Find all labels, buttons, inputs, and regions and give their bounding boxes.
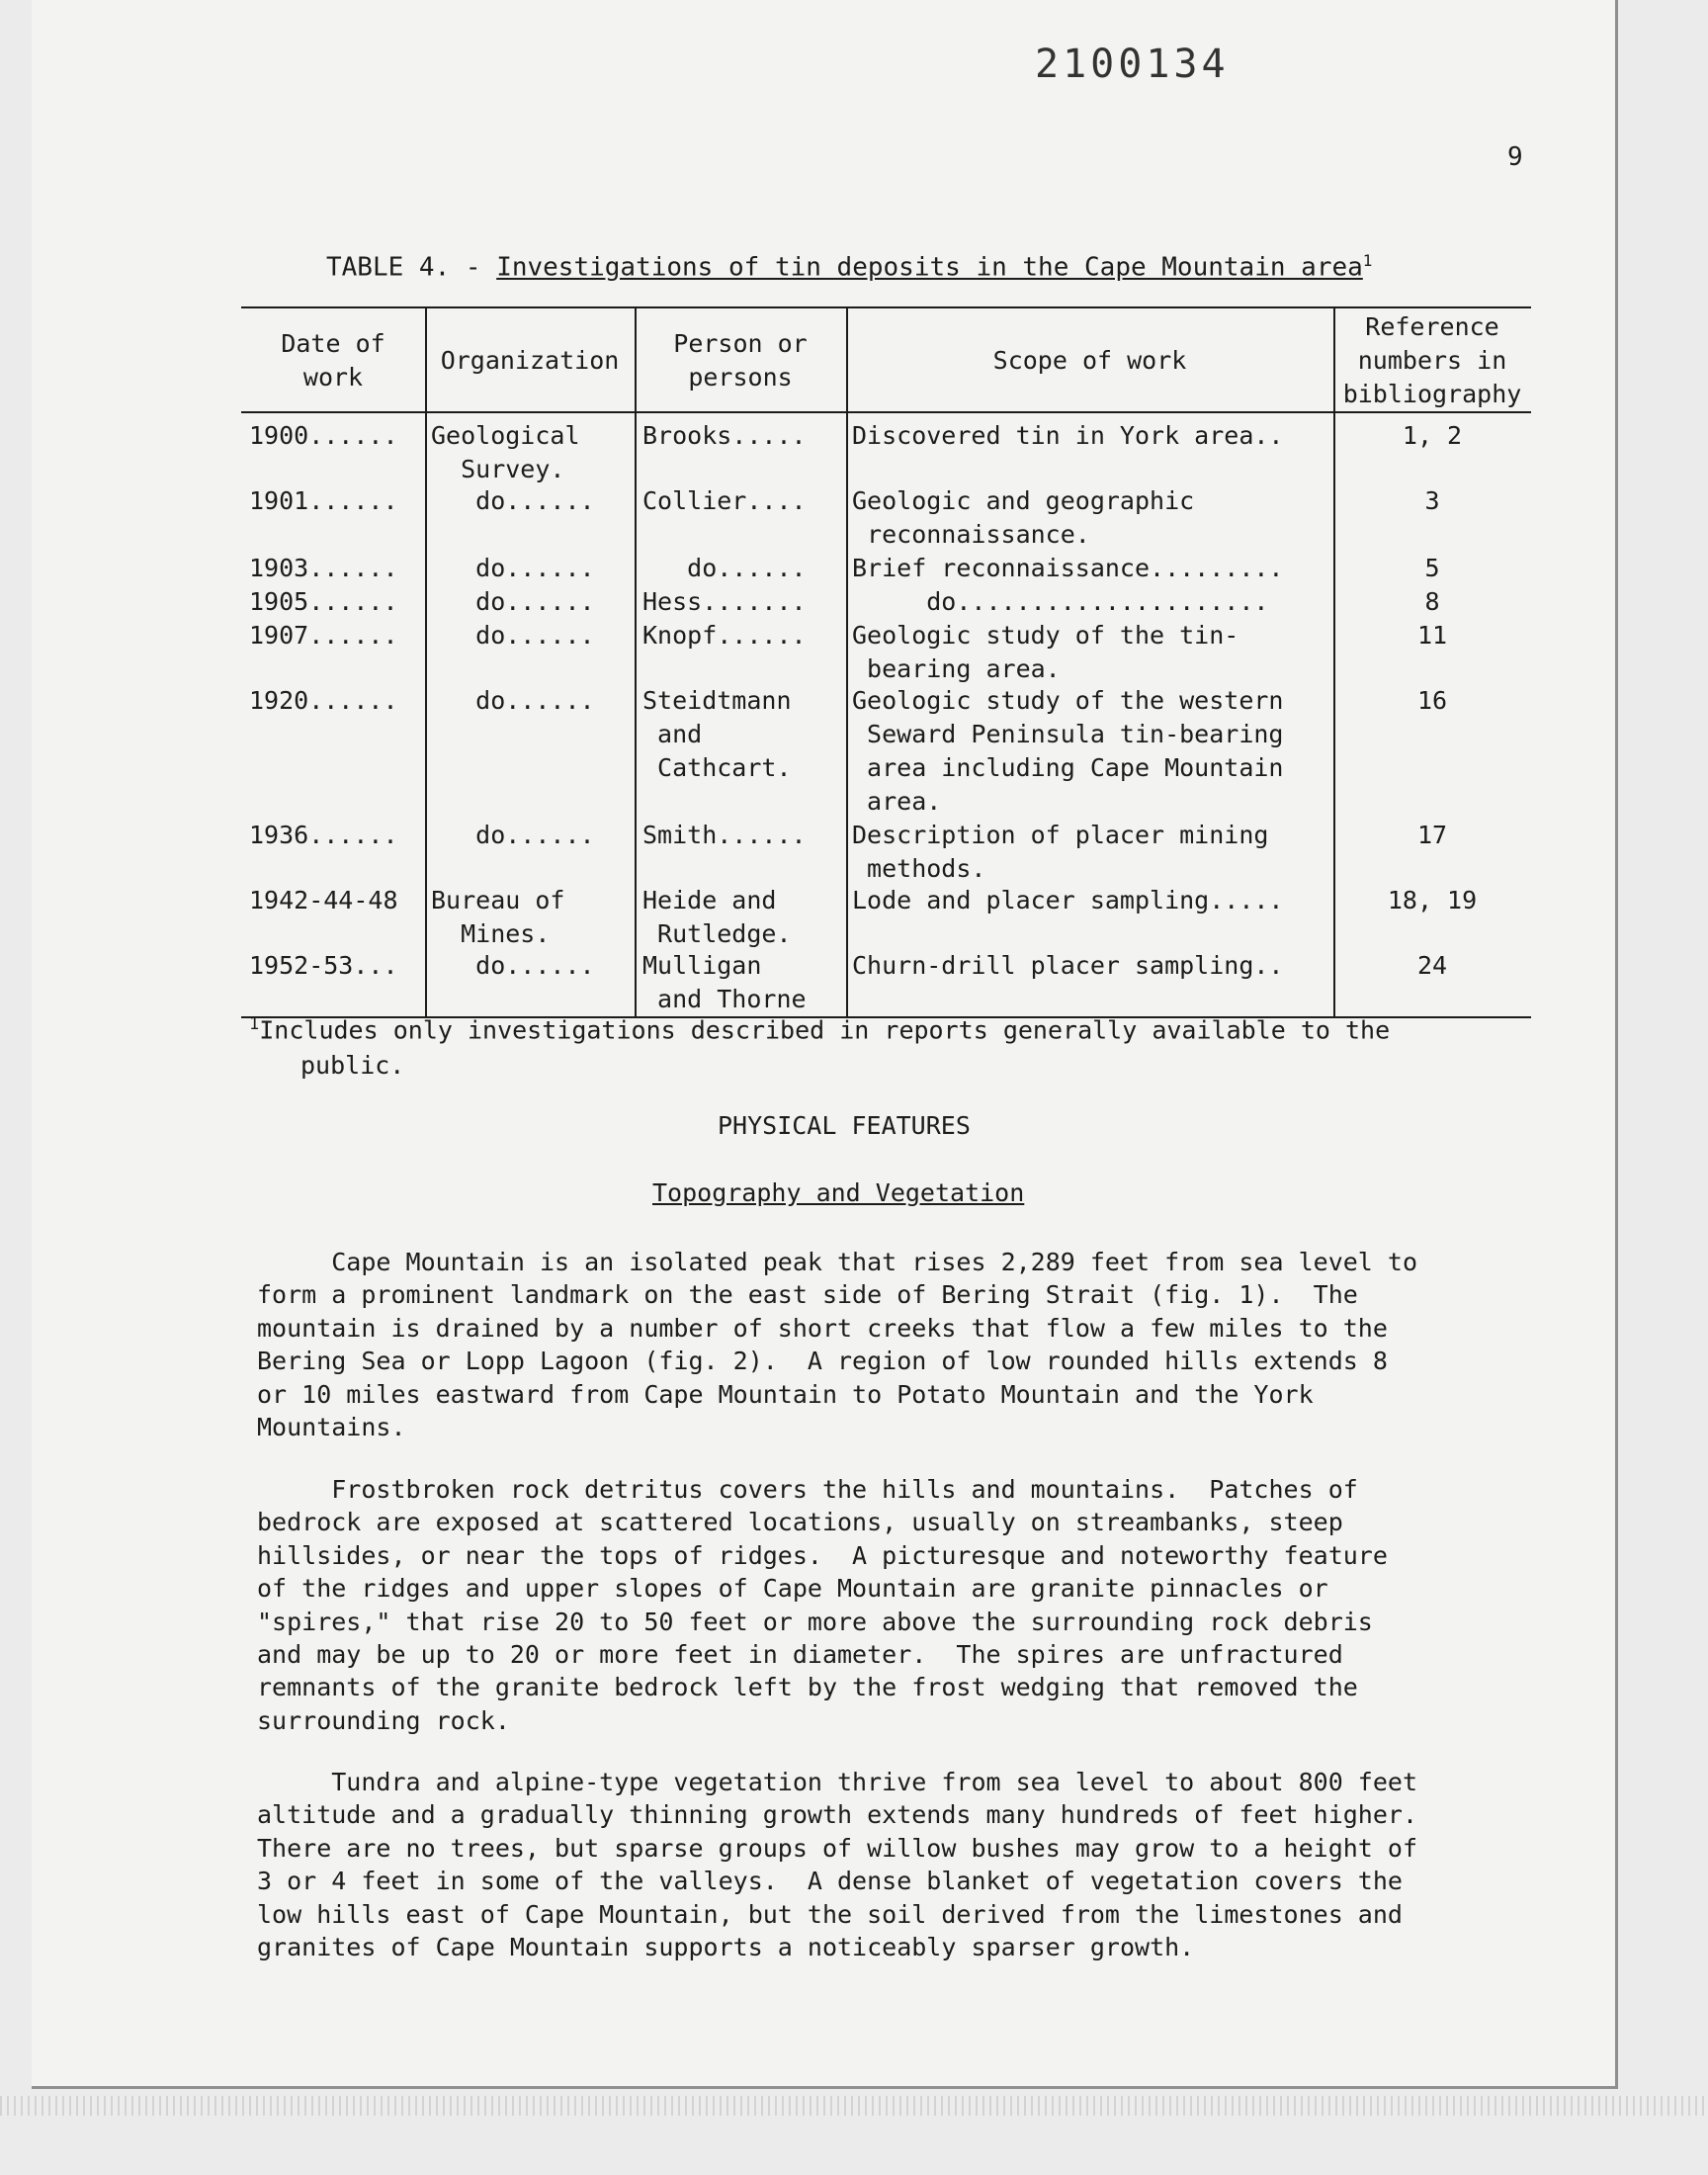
table-header-rule xyxy=(241,411,1531,413)
paragraph-line: altitude and a gradually thinning growth extends many hundreds of feet higher. xyxy=(257,1800,1417,1830)
paragraph-line: "spires," that rise 20 to 50 feet or more above the surrounding rock debris xyxy=(257,1607,1373,1636)
cell-scope: bearing area. xyxy=(852,654,1061,683)
cell-org: Mines. xyxy=(431,919,551,948)
cell-person: Heide and xyxy=(642,886,777,914)
cell-date: 1920...... xyxy=(249,686,398,715)
cell-ref: 11 xyxy=(1416,621,1448,650)
cell-date: 1907...... xyxy=(249,621,398,650)
cell-org: Geological xyxy=(431,421,580,450)
header-date: Date of xyxy=(281,329,385,358)
table-top-rule xyxy=(241,306,1531,308)
paragraph-line: Tundra and alpine-type vegetation thrive from sea level to about 800 feet xyxy=(257,1768,1417,1796)
paragraph-line: low hills east of Cape Mountain, but the soil derived from the limestones and xyxy=(257,1899,1403,1929)
table-caption-note-mark: 1 xyxy=(1362,251,1373,270)
cell-date: 1903...... xyxy=(249,554,398,582)
cell-org: do...... xyxy=(431,821,595,849)
cell-person: Smith...... xyxy=(642,821,807,849)
table-column-rule xyxy=(425,306,427,1016)
paragraph-rock-detritus xyxy=(257,1473,1562,1737)
table-column-rule xyxy=(846,306,848,1016)
cell-scope: Brief reconnaissance......... xyxy=(852,554,1284,582)
section-heading: PHYSICAL FEATURES xyxy=(718,1111,971,1140)
footnote-mark: 1 xyxy=(249,1014,260,1034)
cell-scope: Discovered tin in York area.. xyxy=(852,421,1284,450)
paragraph-line: granites of Cape Mountain supports a noticeably sparser growth. xyxy=(257,1933,1195,1962)
document-page xyxy=(32,0,1618,2089)
cell-date: 1905...... xyxy=(249,587,398,616)
cell-person: Brooks..... xyxy=(642,421,807,450)
cell-org: Survey. xyxy=(431,455,565,483)
footnote-line-2: public. xyxy=(300,1051,405,1081)
cell-org: do...... xyxy=(431,587,595,616)
header-person: persons xyxy=(688,363,793,392)
cell-ref: 24 xyxy=(1416,951,1448,980)
page-number: 9 xyxy=(1507,142,1523,172)
table-caption-title: Investigations of tin deposits in the Cape Mountain area xyxy=(496,252,1363,283)
cell-person: do...... xyxy=(642,554,807,582)
cell-scope: Geologic study of the western xyxy=(852,686,1284,715)
investigations-table xyxy=(241,306,1531,1016)
cell-org: do...... xyxy=(431,554,595,582)
cell-org: do...... xyxy=(431,621,595,650)
cell-scope: Seward Peninsula tin-bearing xyxy=(852,720,1284,748)
paragraph-line: Bering Sea or Lopp Lagoon (fig. 2). A region of low rounded hills extends 8 xyxy=(257,1347,1388,1376)
cell-date: 1942-44-48 xyxy=(249,886,398,914)
paragraph-line: mountain is drained by a number of short creeks that flow a few miles to the xyxy=(257,1313,1388,1343)
cell-scope: area. xyxy=(852,787,942,816)
cell-date: 1901...... xyxy=(249,486,398,515)
cell-scope: reconnaissance. xyxy=(852,520,1090,549)
cell-person: Knopf...... xyxy=(642,621,807,650)
cell-org: do...... xyxy=(431,486,595,515)
cell-person: and xyxy=(642,720,703,748)
header-organization: Organization xyxy=(440,346,620,375)
cell-scope: do..................... xyxy=(852,587,1269,616)
paragraph-line: Cape Mountain is an isolated peak that rises 2,289 feet from sea level to xyxy=(257,1248,1417,1276)
subsection-heading: Topography and Vegetation xyxy=(652,1178,1025,1207)
paragraph-line: There are no trees, but sparse groups of willow bushes may grow to a height of xyxy=(257,1833,1417,1863)
table-caption-prefix: TABLE 4. - xyxy=(326,252,497,283)
paragraph-line: or 10 miles eastward from Cape Mountain to Potato Mountain and the York xyxy=(257,1379,1314,1409)
paragraph-line: remnants of the granite bedrock left by the frost wedging that removed the xyxy=(257,1673,1358,1702)
table-caption xyxy=(326,251,1372,283)
cell-person: Mulligan xyxy=(642,951,762,980)
cell-ref: 16 xyxy=(1416,686,1448,715)
table-footnote xyxy=(249,1006,1390,1084)
cell-person: Collier.... xyxy=(642,486,807,515)
cell-scope: Description of placer mining xyxy=(852,821,1269,849)
cell-ref: 18, 19 xyxy=(1387,886,1478,914)
paragraph-line: form a prominent landmark on the east side of Bering Strait (fig. 1). The xyxy=(257,1280,1358,1310)
paragraph-line: Mountains. xyxy=(257,1413,406,1442)
scan-edge-strip xyxy=(0,2096,1708,2116)
cell-scope: area including Cape Mountain xyxy=(852,753,1284,782)
cell-date: 1900...... xyxy=(249,421,398,450)
paragraph-line: bedrock are exposed at scattered locations, usually on streambanks, steep xyxy=(257,1508,1343,1537)
paragraph-topography xyxy=(257,1246,1562,1443)
cell-org: do...... xyxy=(431,686,595,715)
header-reference: Reference xyxy=(1365,312,1499,341)
cell-person: and Thorne xyxy=(642,985,807,1013)
cell-person: Hess....... xyxy=(642,587,807,616)
paragraph-line: 3 or 4 feet in some of the valleys. A dense blanket of vegetation covers the xyxy=(257,1867,1403,1896)
cell-ref: 8 xyxy=(1424,587,1440,616)
header-reference: numbers in xyxy=(1357,346,1507,375)
cell-date: 1952-53... xyxy=(249,951,398,980)
footnote-line-1: Includes only investigations described in reports generally available to the xyxy=(259,1015,1391,1045)
paragraph-line: and may be up to 20 or more feet in diameter. The spires are unfractured xyxy=(257,1640,1343,1670)
header-reference: bibliography xyxy=(1342,380,1522,408)
paragraph-line: of the ridges and upper slopes of Cape Mountain are granite pinnacles or xyxy=(257,1574,1328,1604)
cell-person: Rutledge. xyxy=(642,919,792,948)
archive-stamp: 2100134 xyxy=(1035,42,1230,87)
cell-org: do...... xyxy=(431,951,595,980)
paragraph-line: hillsides, or near the tops of ridges. A picturesque and noteworthy feature xyxy=(257,1540,1388,1570)
cell-ref: 5 xyxy=(1424,554,1440,582)
header-scope: Scope of work xyxy=(992,346,1187,375)
cell-scope: Geologic study of the tin- xyxy=(852,621,1239,650)
cell-date: 1936...... xyxy=(249,821,398,849)
cell-person: Steidtmann xyxy=(642,686,792,715)
header-date: work xyxy=(302,363,364,392)
cell-ref: 1, 2 xyxy=(1402,421,1463,450)
paragraph-vegetation xyxy=(257,1766,1562,1963)
cell-ref: 3 xyxy=(1424,486,1440,515)
cell-scope: Lode and placer sampling..... xyxy=(852,886,1284,914)
table-column-rule xyxy=(635,306,637,1016)
paragraph-line: Frostbroken rock detritus covers the hills and mountains. Patches of xyxy=(257,1475,1358,1504)
header-person: Person or xyxy=(673,329,808,358)
cell-scope: methods. xyxy=(852,854,986,883)
cell-org: Bureau of xyxy=(431,886,565,914)
cell-person: Cathcart. xyxy=(642,753,792,782)
cell-scope: Geologic and geographic xyxy=(852,486,1195,515)
cell-scope: Churn-drill placer sampling.. xyxy=(852,951,1284,980)
paragraph-line: surrounding rock. xyxy=(257,1705,510,1735)
cell-ref: 17 xyxy=(1416,821,1448,849)
